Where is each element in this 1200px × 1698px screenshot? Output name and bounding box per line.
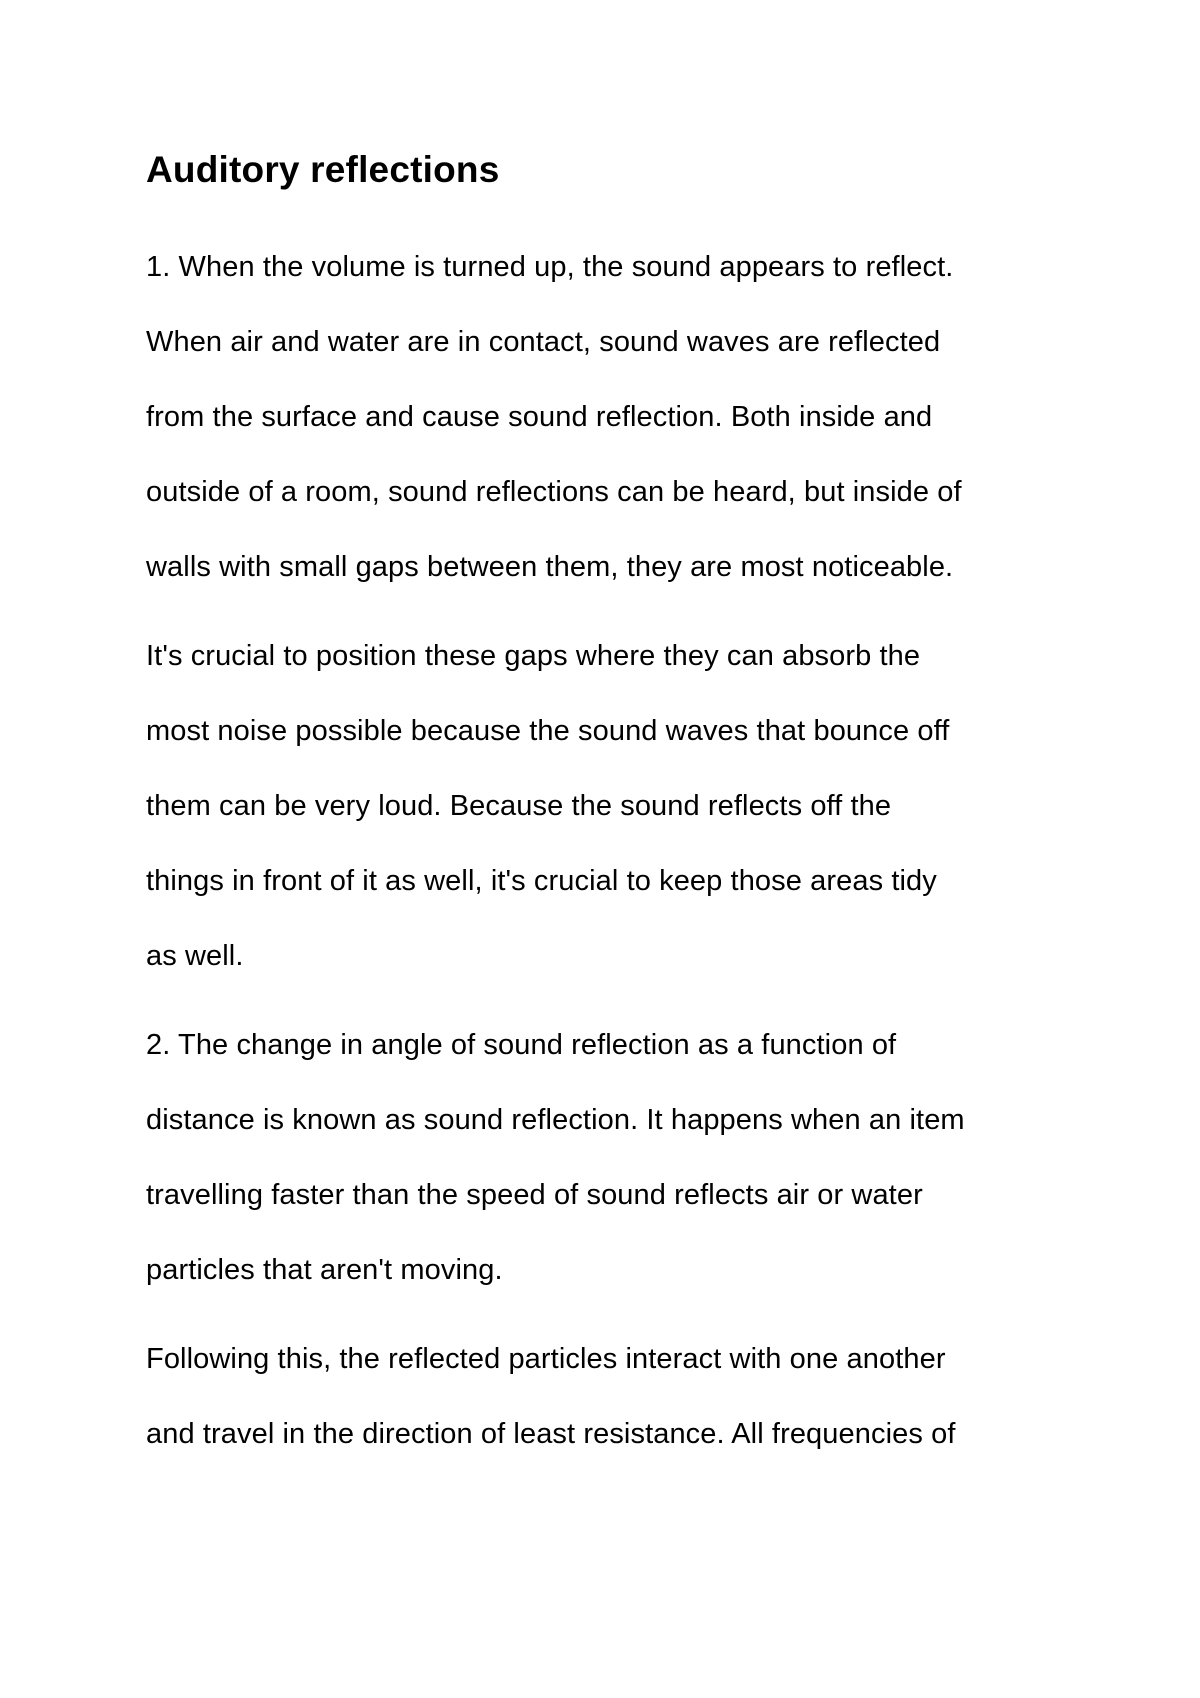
paragraph-line: them can be very loud. Because the sound reflects off the xyxy=(146,790,892,822)
document-title: Auditory reflections xyxy=(146,149,500,190)
paragraph-line: as well. xyxy=(146,940,244,972)
paragraph-line: distance is known as sound reflection. It happens when an item xyxy=(146,1104,965,1136)
paragraph-line: It's crucial to position these gaps where they can absorb the xyxy=(146,640,921,672)
paragraph-line: Following this, the reflected particles interact with one another xyxy=(146,1343,946,1375)
paragraph-line: When air and water are in contact, sound waves are reflected xyxy=(146,326,941,358)
paragraph-1 xyxy=(146,230,1076,605)
document-body xyxy=(146,140,1076,1486)
paragraph-line: things in front of it as well, it's crucial to keep those areas tidy xyxy=(146,865,937,897)
paragraph-line: 1. When the volume is turned up, the sound appears to reflect. xyxy=(146,251,954,283)
paragraph-4 xyxy=(146,1322,1076,1472)
paragraph-2 xyxy=(146,619,1076,994)
paragraph-line: 2. The change in angle of sound reflection as a function of xyxy=(146,1029,897,1061)
paragraph-line: walls with small gaps between them, they are most noticeable. xyxy=(146,551,954,583)
paragraph-line: and travel in the direction of least resistance. All frequencies of xyxy=(146,1418,956,1450)
paragraph-line: most noise possible because the sound waves that bounce off xyxy=(146,715,950,747)
paragraph-line: from the surface and cause sound reflection. Both inside and xyxy=(146,401,933,433)
paragraph-line: outside of a room, sound reflections can be heard, but inside of xyxy=(146,476,962,508)
paragraph-3 xyxy=(146,1008,1076,1308)
paragraph-line: travelling faster than the speed of sound reflects air or water xyxy=(146,1179,923,1211)
paragraph-line: particles that aren't moving. xyxy=(146,1254,503,1286)
